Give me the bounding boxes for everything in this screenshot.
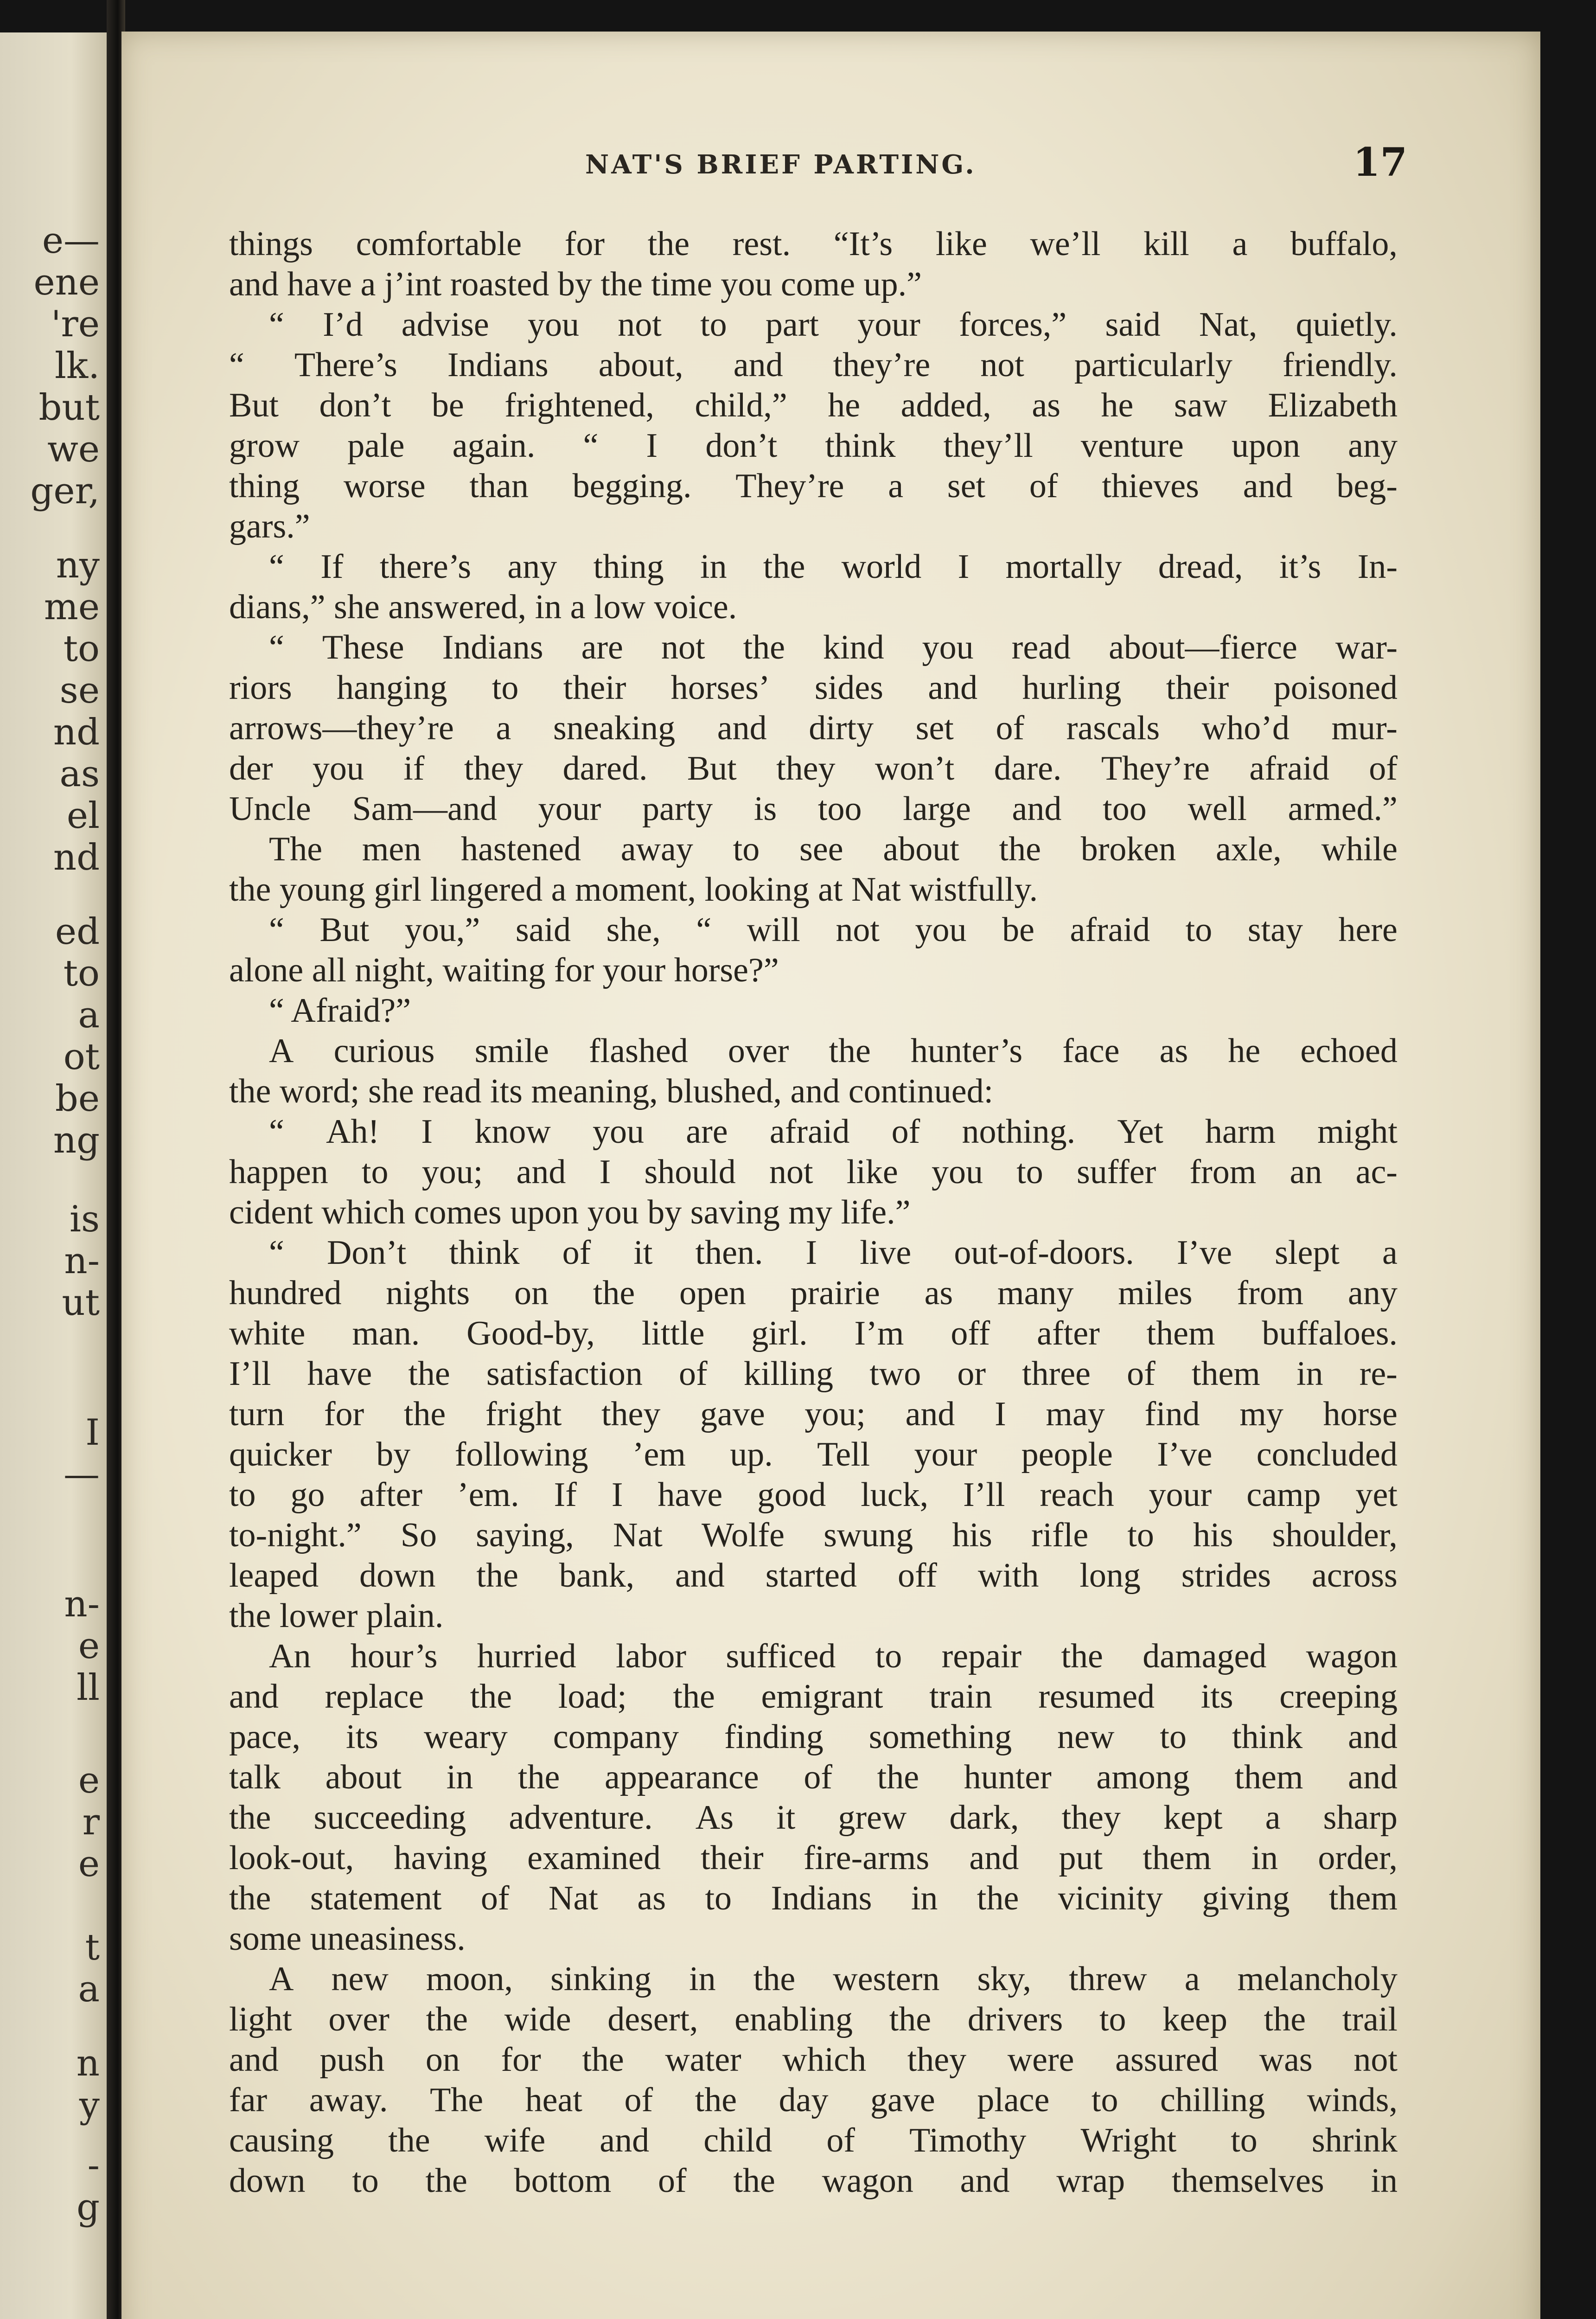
- facing-page-fragment: ll: [77, 1667, 100, 1709]
- text-line: “ If there’s any thing in the world I mortally dread, it’s In-: [269, 548, 1398, 586]
- text-line: leaped down the bank, and started off with long strides across: [229, 1557, 1398, 1595]
- text-line: “ There’s Indians about, and they’re not particularly friendly.: [229, 346, 1398, 384]
- facing-page-fragment: se: [59, 670, 100, 711]
- facing-page-fragment: e: [78, 1843, 100, 1885]
- facing-page-fragment: -: [87, 2145, 100, 2186]
- text-line: An hour’s hurried labor sufficed to repair the damaged wagon: [269, 1637, 1398, 1675]
- text-line: “ Afraid?”: [269, 992, 411, 1030]
- running-head: [121, 139, 1540, 186]
- text-line: and have a j’int roasted by the time you come up.”: [229, 265, 922, 303]
- chapter-heading: NAT'S BRIEF PARTING.: [585, 149, 977, 180]
- facing-page-fragment: e: [78, 1625, 100, 1667]
- text-line: “ I’d advise you not to part your forces,” said Nat, quietly.: [269, 306, 1398, 344]
- text-line: grow pale again. “ I don’t think they’ll venture upon any: [229, 427, 1398, 465]
- text-line: things comfortable for the rest. “It’s like we’ll kill a buffalo,: [229, 225, 1398, 263]
- facing-page-fragment: is: [70, 1198, 100, 1240]
- text-line: talk about in the appearance of the hunter among them and: [229, 1758, 1398, 1796]
- facing-page-fragment: ene: [33, 262, 100, 303]
- facing-page-fragment: ut: [62, 1282, 100, 1324]
- facing-page-fragment: n-: [64, 1583, 100, 1625]
- facing-page-fragment: e: [78, 1760, 100, 1801]
- text-line: far away. The heat of the day gave place to chilling winds,: [229, 2081, 1398, 2119]
- text-line: to go after ’em. If I have good luck, I’ll reach your camp yet: [229, 1476, 1398, 1514]
- text-line: light over the wide desert, enabling the drivers to keep the trail: [229, 2000, 1398, 2038]
- facing-page-fragment: r: [82, 1801, 100, 1843]
- facing-page-fragment: to: [63, 628, 100, 670]
- facing-page-fragment: a: [78, 1968, 100, 2010]
- text-line: the lower plain.: [229, 1597, 444, 1635]
- text-line: arrows—they’re a sneaking and dirty set of rascals who’d mur-: [229, 709, 1398, 747]
- facing-page-fragment: 're: [51, 303, 100, 345]
- text-line: thing worse than begging. They’re a set of thieves and beg-: [229, 467, 1398, 505]
- text-line: the young girl lingered a moment, looking at Nat wistfully.: [229, 871, 1038, 909]
- text-line: riors hanging to their horses’ sides and hurling their poisoned: [229, 669, 1398, 707]
- text-line: der you if they dared. But they won’t dare. They’re afraid of: [229, 750, 1398, 788]
- text-line: some uneasiness.: [229, 1920, 466, 1958]
- facing-page-fragment: ny: [56, 545, 100, 586]
- text-line: down to the bottom of the wagon and wrap themselves in: [229, 2162, 1398, 2200]
- text-line: turn for the fright they gave you; and I may find my horse: [229, 1395, 1398, 1433]
- text-line: and replace the load; the emigrant train resumed its creeping: [229, 1678, 1398, 1716]
- facing-page-fragment: g: [77, 2186, 100, 2228]
- facing-page-fragment: t: [85, 1927, 100, 1968]
- page-number: 17: [1353, 139, 1407, 185]
- facing-page-fragment: e—: [42, 220, 100, 262]
- facing-page-fragment: n-: [64, 1240, 100, 1282]
- facing-page-fragment: nd: [53, 711, 100, 753]
- facing-page-fragment: but: [38, 387, 100, 429]
- facing-page-fragment: y: [79, 2084, 100, 2126]
- text-line: The men hastened away to see about the broken axle, while: [269, 830, 1398, 868]
- facing-page-fragment: me: [44, 586, 100, 628]
- facing-page-fragment: we: [47, 429, 100, 470]
- facing-page-fragment: be: [55, 1078, 100, 1120]
- facing-page-fragment: ger,: [30, 470, 100, 512]
- facing-page-fragment: —: [64, 1454, 100, 1495]
- text-line: dians,” she answered, in a low voice.: [229, 588, 737, 626]
- text-line: look-out, having examined their fire-arms and put them in order,: [229, 1839, 1398, 1877]
- text-line: “ But you,” said she, “ will not you be afraid to stay here: [269, 911, 1398, 949]
- text-line: the statement of Nat as to Indians in the vicinity giving them: [229, 1879, 1398, 1917]
- text-line: alone all night, waiting for your horse?”: [229, 951, 779, 989]
- text-line: the succeeding adventure. As it grew dark, they kept a sharp: [229, 1799, 1398, 1837]
- book-page: [121, 32, 1540, 2319]
- text-line: and push on for the water which they were assured was not: [229, 2041, 1398, 2079]
- text-line: the word; she read its meaning, blushed, and continued:: [229, 1072, 994, 1110]
- facing-page-fragment: el: [66, 795, 100, 837]
- text-line: causing the wife and child of Timothy Wright to shrink: [229, 2121, 1398, 2159]
- text-line: gars.”: [229, 507, 310, 545]
- facing-page-fragment: n: [76, 2043, 100, 2084]
- facing-page-edge: [0, 32, 118, 2319]
- facing-page-fragment: lk.: [54, 345, 100, 387]
- text-line: A curious smile flashed over the hunter’s face as he echoed: [269, 1032, 1398, 1070]
- facing-page-fragment: as: [59, 753, 100, 795]
- facing-page-fragment: nd: [53, 837, 100, 878]
- text-line: But don’t be frightened, child,” he added, as he saw Elizabeth: [229, 386, 1398, 424]
- text-line: hundred nights on the open prairie as many miles from any: [229, 1274, 1398, 1312]
- text-line: “ Don’t think of it then. I live out-of-doors. I’ve slept a: [269, 1234, 1398, 1272]
- text-line: I’ll have the satisfaction of killing two or three of them in re-: [229, 1355, 1398, 1393]
- text-line: A new moon, sinking in the western sky, threw a melancholy: [269, 1960, 1398, 1998]
- text-line: happen to you; and I should not like you to suffer from an ac-: [229, 1153, 1398, 1191]
- facing-page-fragment: I: [85, 1412, 100, 1454]
- text-line: quicker by following ’em up. Tell your people I’ve concluded: [229, 1435, 1398, 1473]
- facing-page-fragment: ot: [63, 1036, 100, 1078]
- text-line: pace, its weary company finding something new to think and: [229, 1718, 1398, 1756]
- text-line: “ These Indians are not the kind you read about—fierce war-: [269, 628, 1398, 666]
- text-line: Uncle Sam—and your party is too large and too well armed.”: [229, 790, 1398, 828]
- facing-page-fragment: ng: [53, 1120, 100, 1161]
- facing-page-fragment: ed: [55, 911, 100, 953]
- facing-page-fragment: a: [78, 994, 100, 1036]
- text-line: cident which comes upon you by saving my life.”: [229, 1193, 911, 1231]
- body-text: [229, 224, 1398, 2237]
- facing-page-fragment: to: [63, 953, 100, 994]
- text-line: “ Ah! I know you are afraid of nothing. Yet harm might: [269, 1113, 1398, 1151]
- text-line: white man. Good-by, little girl. I’m off after them buffaloes.: [229, 1314, 1398, 1352]
- text-line: to-night.” So saying, Nat Wolfe swung his rifle to his shoulder,: [229, 1516, 1398, 1554]
